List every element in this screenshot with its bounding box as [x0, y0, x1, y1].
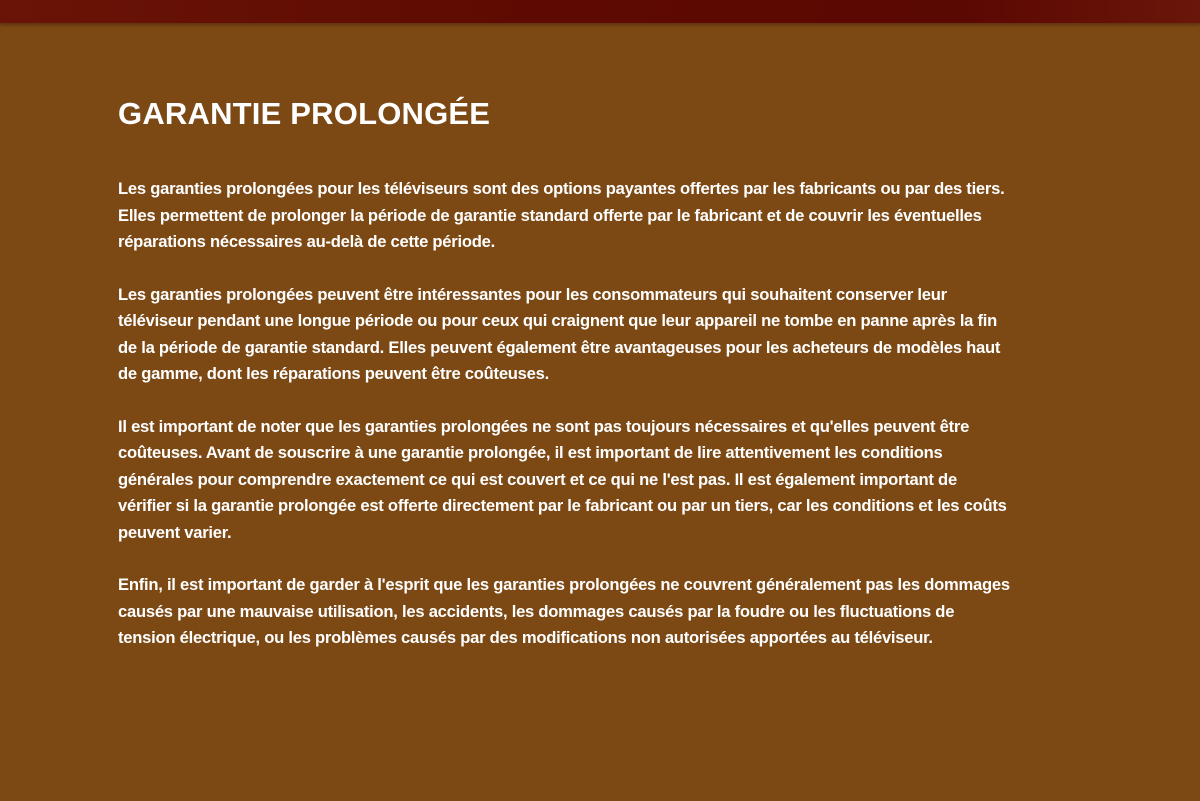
- article-paragraph-2: Les garanties prolongées peuvent être intéressantes pour les consommateurs qui souhaitent conserver leur téléviseur pendant une longue période ou pour ceux qui craignent que leur appareil ne tombe en panne après la fin de la période de garantie standard. Elles peuvent également être avantageuses pour les acheteurs de modèles haut de gamme, dont les réparations peuvent être coûteuses.: [118, 284, 1001, 383]
- page-title: GARANTIE PROLONGÉE: [118, 96, 491, 131]
- top-bar: [0, 0, 1200, 23]
- article-paragraph-4: Enfin, il est important de garder à l'esprit que les garanties prolongées ne couvrent généralement pas les dommages causés par une mauvaise utilisation, les accidents, les dommages causés par la foudre ou les fluctuations de tension électrique, ou les problèmes causés par des modifications non autorisées apportées au téléviseur.: [118, 575, 1010, 647]
- article-paragraph-3: Il est important de noter que les garanties prolongées ne sont pas toujours nécessaires et qu'elles peuvent être coûteuses. Avant de souscrire à une garantie prolongée, il est important de lire attentivement les conditions générales pour comprendre exactement ce qui est couvert et ce qui ne l'est pas. Il est également important de vérifier si la garantie prolongée est offerte directement par le fabricant ou par un tiers, car les conditions et les coûts peuvent varier.: [118, 416, 1007, 542]
- article-paragraph-1: Les garanties prolongées pour les téléviseurs sont des options payantes offertes par les fabricants ou par des tiers. Elles permettent de prolonger la période de garantie standard offerte par le fabricant et de couvrir les éventuelles réparations nécessaires au-delà de cette période.: [118, 179, 1005, 251]
- article-content: [118, 94, 1013, 678]
